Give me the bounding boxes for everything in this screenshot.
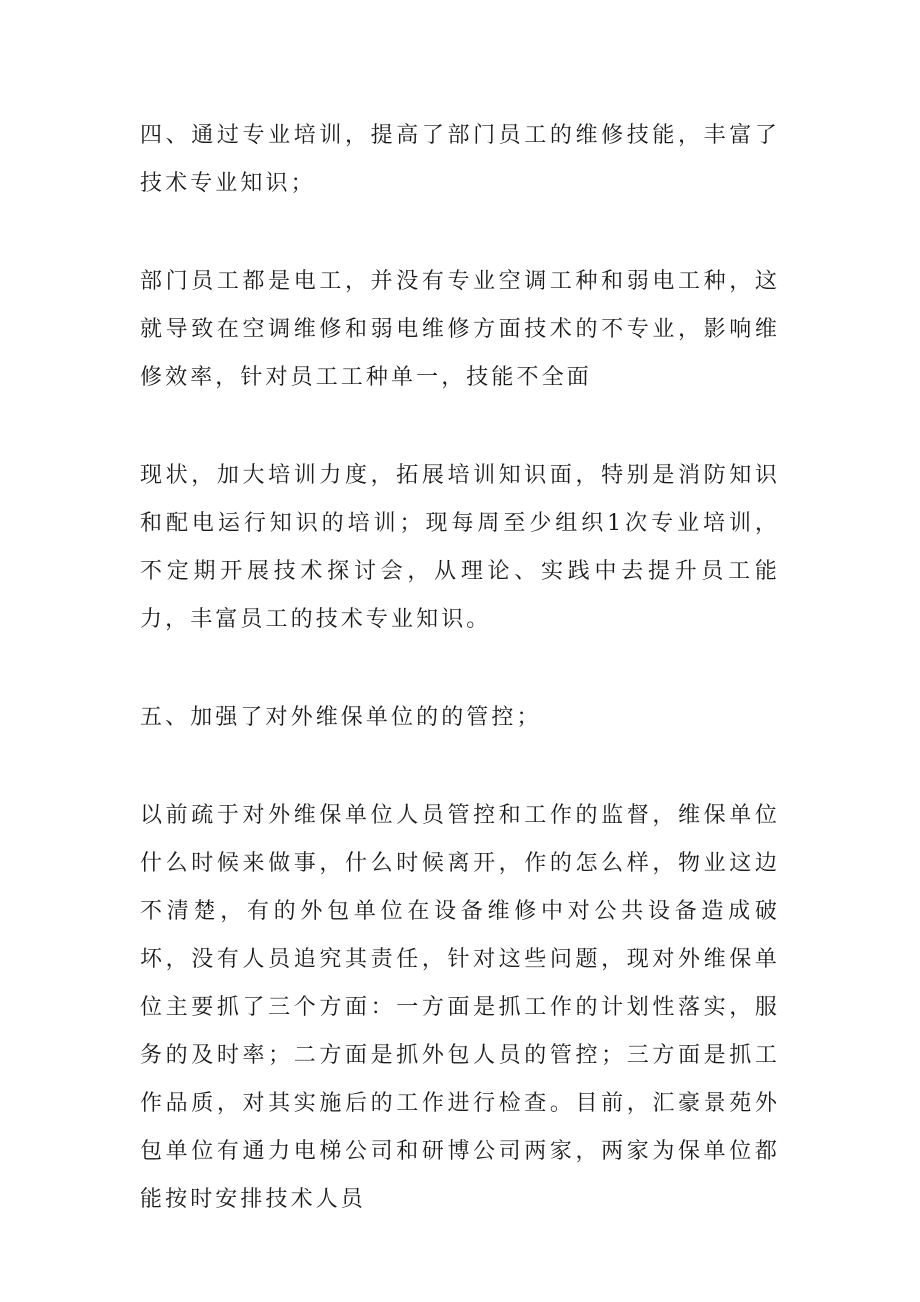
paragraph-contractor-control: 以前疏于对外维保单位人员管控和工作的监督，维保单位什么时候来做事，什么时候离开，作的怎么样，物业这边不清楚，有的外包单位在设备维修中对公共设备造成破坏，没有人员追究其责任，针对这些问题，现对外维保单位主要抓了三个方面：一方面是抓工作的计划性落实，服务的及时率；二方面是抓外包人员的管控；三方面是抓工作品质，对其实施后的工作进行检查。目前，汇豪景苑外包单位有通力电梯公司和研博公司两家，两家为保单位都能按时安排技术人员 — [140, 803, 780, 1212]
paragraph-gap — [140, 402, 780, 452]
paragraph-gap — [140, 644, 780, 694]
paragraph-training-measures: 现状，加大培训力度，拓展培训知识面，特别是消防知识和配电运行知识的培训；现每周至少组织1次专业培训，不定期开展技术探讨会，从理论、实践中去提升员工能力，丰富员工的技术专业知识。 — [140, 463, 780, 632]
paragraph-section-four-heading: 四、通过专业培训，提高了部门员工的维修技能，丰富了技术专业知识； — [140, 123, 780, 196]
paragraph-gap — [140, 208, 780, 258]
paragraph-section-five-heading: 五、加强了对外维保单位的的管控； — [140, 705, 542, 730]
paragraph-gap — [140, 742, 780, 792]
paragraph-staff-skills: 部门员工都是电工，并没有专业空调工种和弱电工种，这就导致在空调维修和弱电维修方面技术的不专业，影响维修效率，针对员工工种单一，技能不全面 — [140, 269, 780, 390]
document-page — [140, 112, 780, 1224]
